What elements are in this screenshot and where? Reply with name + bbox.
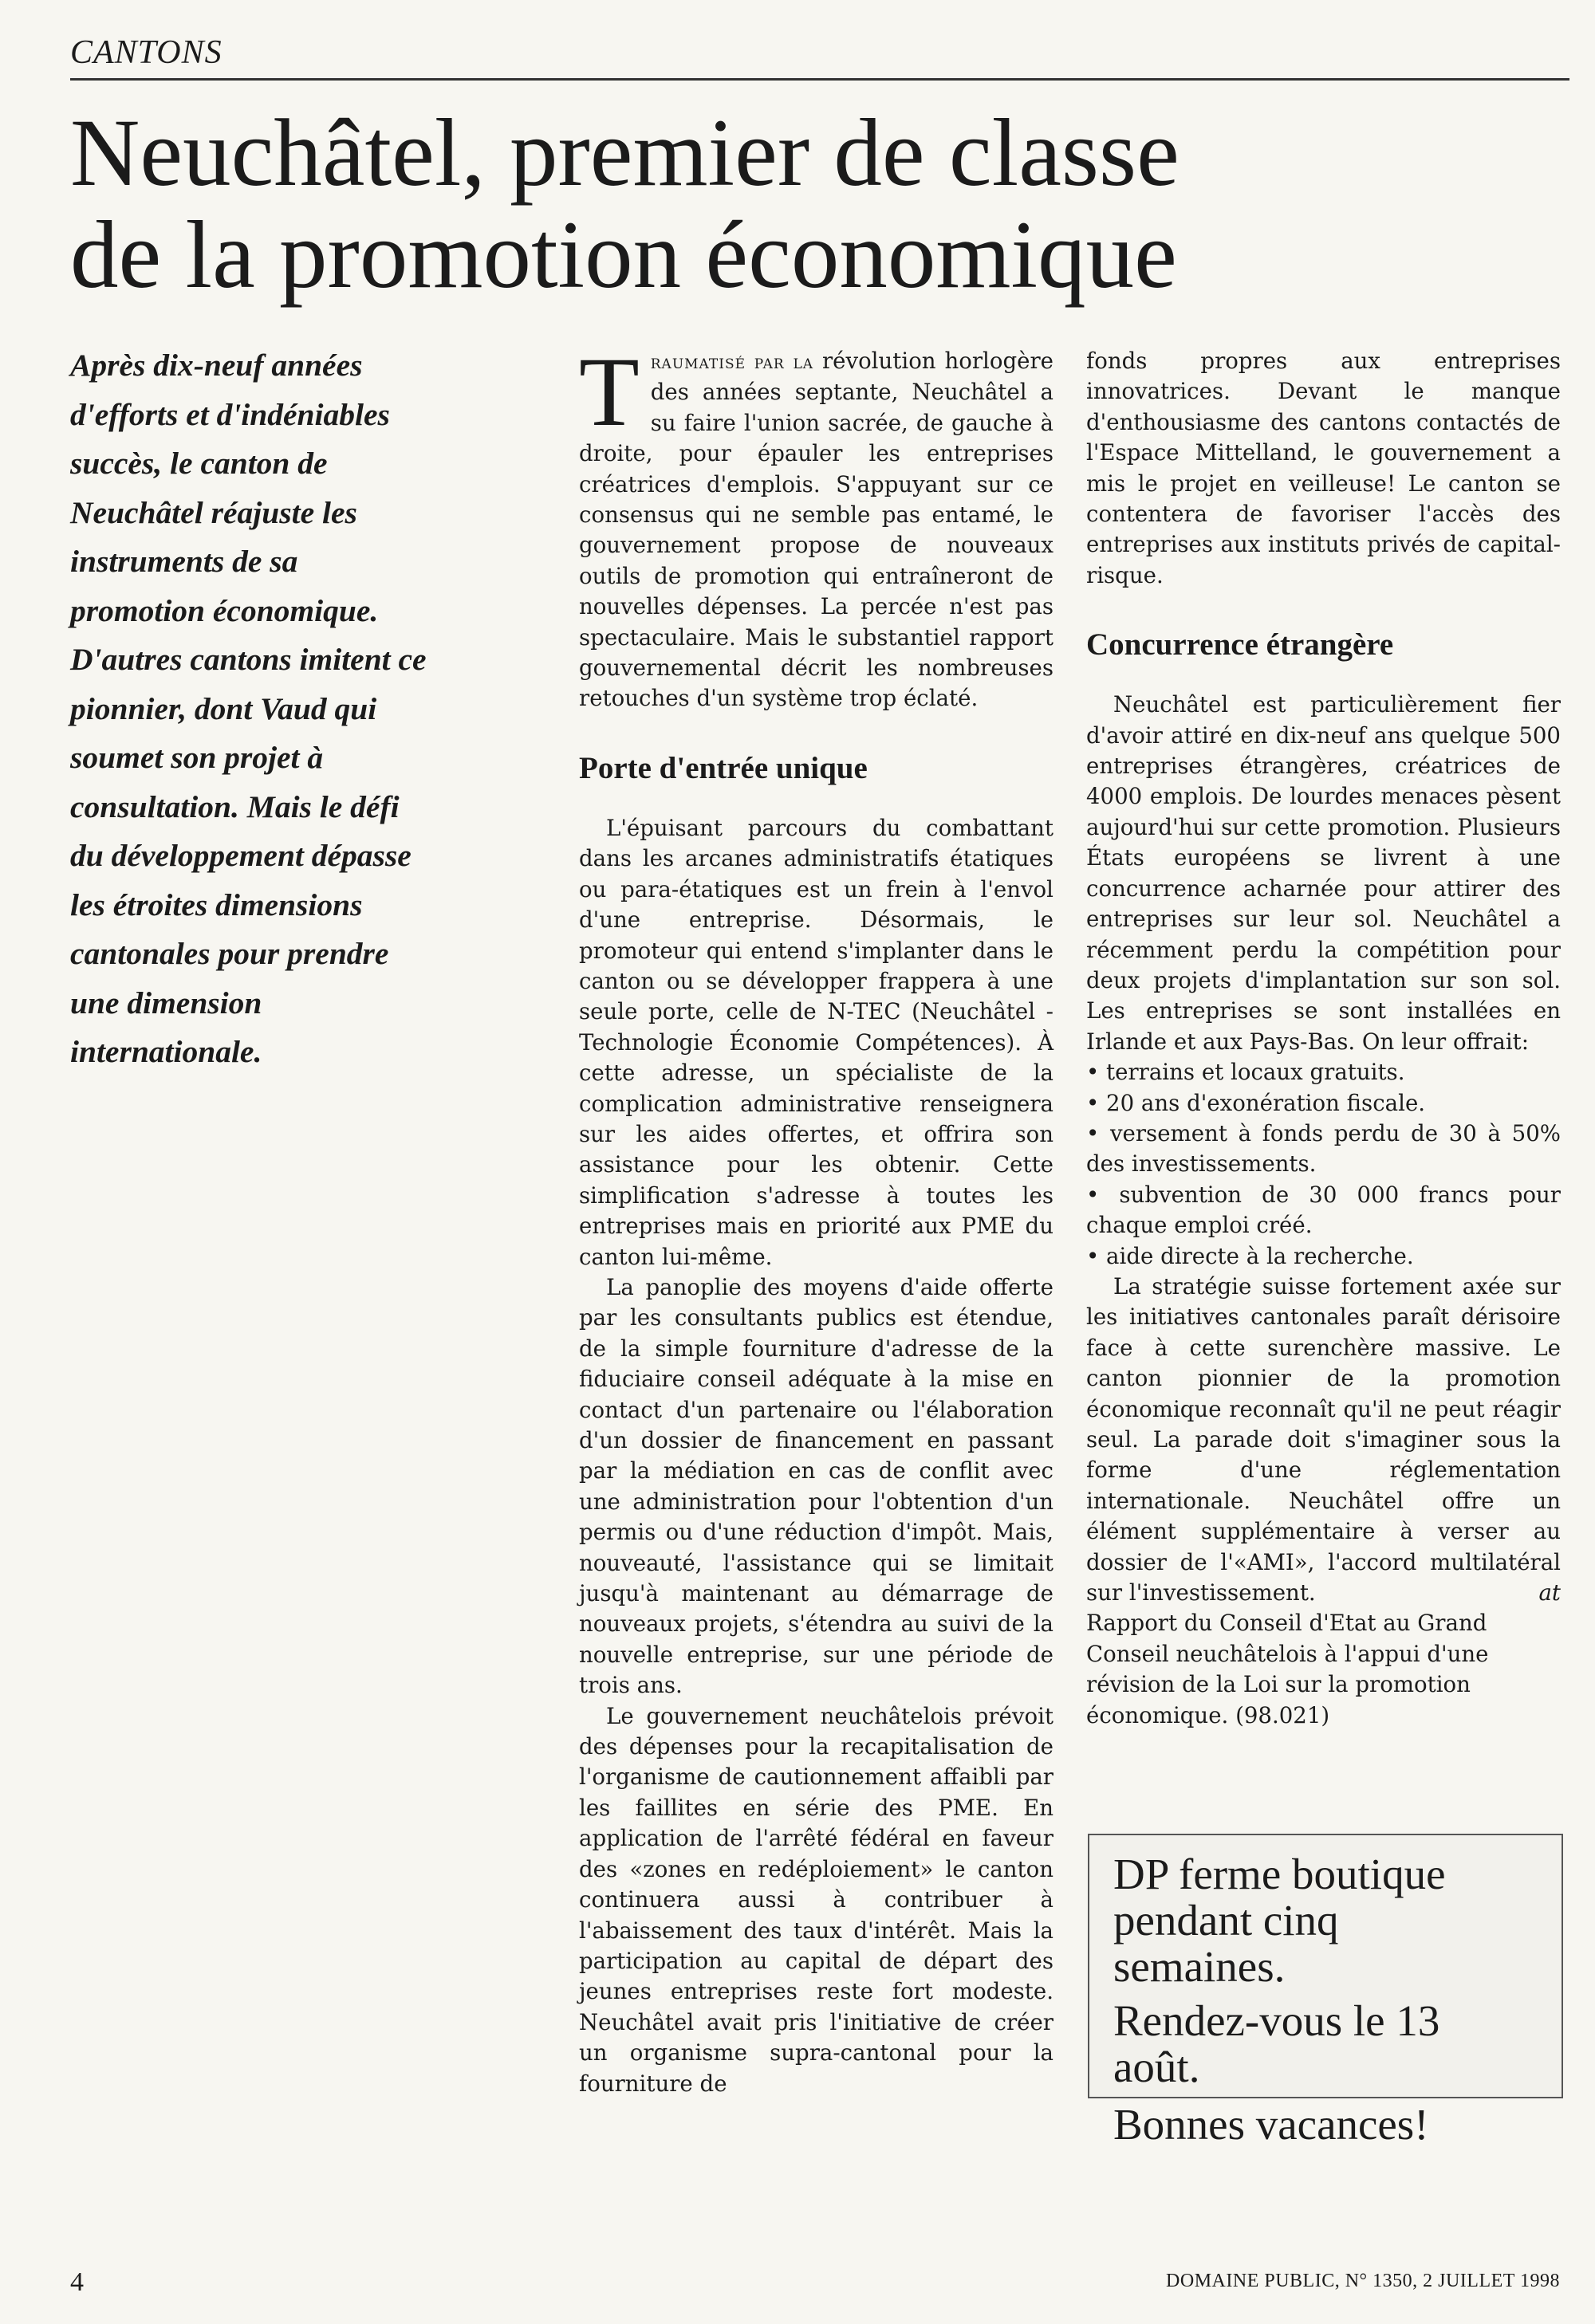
bullet-item: • terrains et locaux gratuits.	[1086, 1059, 1405, 1086]
subheading-porte: Porte d'entrée unique	[579, 750, 868, 785]
lead-line: pionnier, dont Vaud qui	[70, 690, 377, 726]
drop-cap: T	[579, 337, 640, 446]
page-number: 4	[70, 2267, 84, 2297]
paragraph: Neuchâtel est particulièrement fier d'avoir attiré en dix-neuf ans quelque 500 entreprises étrangères, créatrices de 4000 emplois. De lourdes menaces pèsent aujourd'hui sur cette promotion. Plusieurs États européens se livrent à une concurrence acharnée pour attirer des entreprises sur leur sol. Neuchâtel a récemment perdu la compétition pour deux projets d'implantation sur son sol. Les entreprises se sont installées en Irlande et aux Pays-Bas. On leur offrait:	[1086, 691, 1561, 1055]
notice-line: Rendez-vous le 13	[1113, 1996, 1440, 2045]
lead-line: les étroites dimensions	[70, 887, 363, 922]
paragraph: La panoplie des moyens d'aide offerte par les consultants publics est étendue, de la simple fourniture d'adresse de la fiduciaire conseil adéquate à la mise en contact d'un partenaire ou l'élaboration d'un dossier de financement en passant par la médiation en cas de conflit avec une administration pour l'obtention d'un permis ou d'une réduction d'impôt. Mais, nouveauté, l'assistance qui se limitait jusqu'à maintenant au démarrage de nouveaux projets, s'étendra au suivi de la nouvelle entreprise, sur une période de trois ans.	[579, 1273, 1053, 1699]
bullet-item: • 20 ans d'exonération fiscale.	[1086, 1089, 1426, 1116]
paragraph: L'épuisant parcours du combattant dans les arcanes administratifs étatiques ou para-étatiques est un frein à l'envol d'une entreprise. Désormais, le promoteur qui entend s'implanter dans le canton ou se développer frappera à une seule porte, celle de N-TEC (Neuchâtel - Technologie Économie Compétences). À cette adresse, un spécialiste de la complication administrative renseignera sur les aides offertes, et offrira son assistance pour les obtenir. Cette simplification s'adresse à toutes les entreprises mais en priorité aux PME du canton lui-même.	[579, 814, 1053, 1270]
subheading-concurrence: Concurrence étrangère	[1086, 627, 1394, 663]
paragraph-text: La stratégie suisse fortement axée sur les initiatives cantonales paraît dérisoire face à cette surenchère massive. Le canton pionnier de la promotion économique reconnaît qu'il ne peut réagir seul. La parade doit s'imaginer sous la forme d'une réglementation internationale. Neuchâtel offre un élément supplémentaire à verser au dossier de l'«AMI», l'accord multilatéral sur l'investissement.	[1086, 1272, 1561, 1606]
lead-line: D'autres cantons imitent ce	[70, 642, 427, 677]
source-note: Rapport du Conseil d'Etat au Grand Conseil neuchâtelois à l'appui d'une révision de la Loi sur la promotion économique. (98.021)	[1086, 1610, 1489, 1728]
intro-paragraph	[579, 337, 1054, 714]
headline-line-1: Neuchâtel, premier de classe	[70, 100, 1180, 206]
intro-smallcaps: raumatisé par la	[650, 351, 814, 373]
paragraph: fonds propres aux entreprises innovatrices. Devant le manque d'enthousiasme des cantons contactés de l'Espace Mittelland, le gouvernement a mis le projet en veilleuse! Le canton se contentera de favoriser l'accès des entreprises aux instituts privés de capital-risque.	[1086, 348, 1561, 588]
section-rubric: CANTONS	[70, 34, 223, 71]
closure-notice-box	[1088, 1834, 1563, 2149]
lead-line: soumet son projet à	[70, 740, 324, 775]
lead-line: promotion économique.	[70, 592, 379, 628]
publication-footer: DOMAINE PUBLIC, N° 1350, 2 JUILLET 1998	[1166, 2271, 1560, 2291]
notice-line: semaines.	[1113, 1942, 1286, 1991]
lead-line: internationale.	[70, 1034, 262, 1069]
article-headline	[70, 100, 1474, 309]
headline-line-2: de la promotion économique	[70, 202, 1177, 309]
notice-line: pendant cinq	[1113, 1896, 1339, 1945]
lead-line: du développement dépasse	[70, 838, 412, 873]
paragraph: Le gouvernement neuchâtelois prévoit des dépenses pour la recapitalisation de l'organisme de cautionnement affaibli par les faillites en série des PME. En application de l'arrêté fédéral en faveur des «zones en redéploiement» le canton continuera aussi à contribuer à l'abaissement des taux d'intérêt. Mais la participation au capital de départ des jeunes entreprises reste fort modeste. Neuchâtel avait pris l'initiative de créer un organisme supra-cantonal pour la fourniture de	[579, 1702, 1053, 2097]
notice-line: août.	[1113, 2043, 1200, 2091]
lead-line: d'efforts et d'indéniables	[70, 396, 390, 432]
notice-line: Bonnes vacances!	[1113, 2100, 1429, 2149]
lead-line: Neuchâtel réajuste les	[70, 494, 357, 530]
lead-line: consultation. Mais le défi	[70, 788, 400, 824]
bullet-item: • subvention de 30 000 francs pour chaque emploi créé.	[1086, 1181, 1561, 1239]
article-column-1	[579, 337, 1054, 2099]
closure-notice-text	[1113, 1851, 1560, 2148]
author-initials: at	[1538, 1579, 1561, 1606]
intro-text: révolution horlogère des années septante, Neuchâtel a su faire l'union sacrée, de gauche à droite, pour épauler les entreprises créatrices d'emplois. S'appuyant sur ce consensus qui ne semble pas entamé, le gouvernement propose de nouveaux outils de promotion qui entraîneront de nouvelles dépenses. La percée n'est pas spectaculaire. Mais le substantiel rapport gouvernemental décrit les nombreuses retouches d'un système trop éclaté.	[579, 348, 1054, 712]
article-lead	[70, 341, 549, 1077]
lead-line: cantonales pour prendre	[70, 936, 389, 971]
lead-line: instruments de sa	[70, 544, 298, 579]
header-rule	[70, 78, 1569, 81]
lead-line: Après dix-neuf années	[70, 348, 363, 383]
notice-line: DP ferme boutique	[1113, 1850, 1446, 1898]
paragraph	[1086, 1272, 1561, 1608]
bullet-item: • aide directe à la recherche.	[1086, 1242, 1414, 1269]
article-column-2	[1086, 346, 1561, 1731]
lead-line: une dimension	[70, 985, 262, 1020]
bullet-item: • versement à fonds perdu de 30 à 50% des investissements.	[1086, 1119, 1561, 1178]
lead-line: succès, le canton de	[70, 446, 328, 481]
